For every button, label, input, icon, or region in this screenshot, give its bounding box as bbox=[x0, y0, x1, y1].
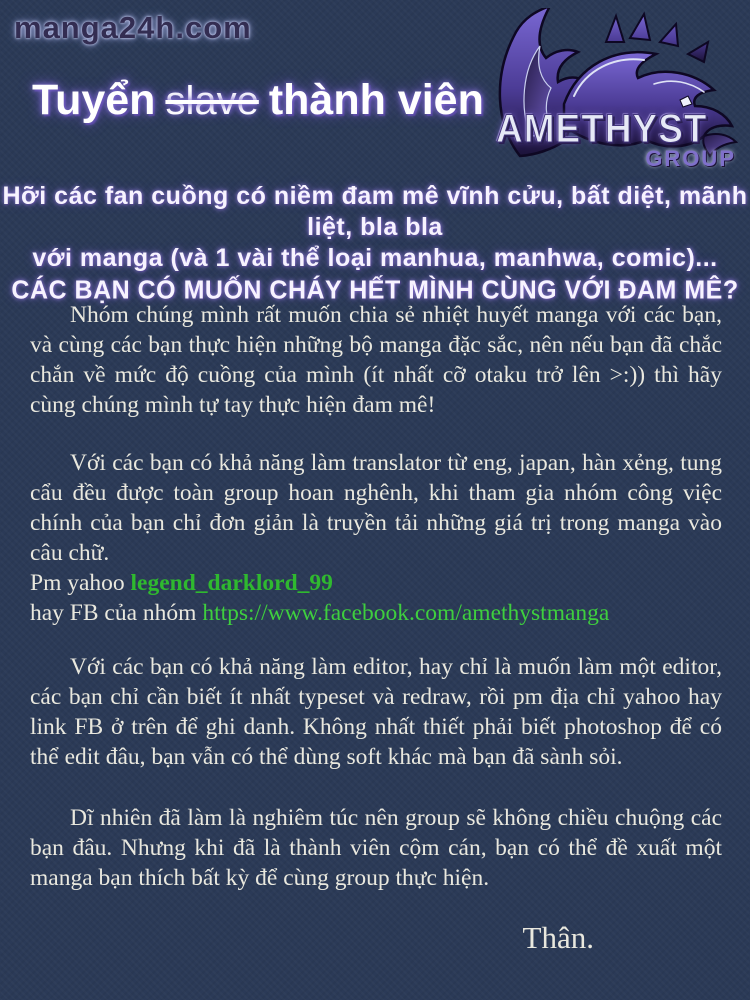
group-logo-subtitle: GROUP bbox=[645, 146, 736, 171]
site-logo: manga24h.com bbox=[14, 10, 252, 45]
contact-facebook-line bbox=[30, 598, 722, 628]
paragraph-about-group: Nhóm chúng mình rất muốn chia sẻ nhiệt huyết manga với các bạn, và cùng các bạn thực hiện những bộ manga đặc sắc, nên nếu bạn đã chắc chắn về mức độ cuồng của mình (ít nhất cỡ otaku trở lên >:)) thì hãy cùng chúng mình tự tay thực hiện đam mê! bbox=[30, 302, 722, 418]
intro-line-1: Hỡi các fan cuồng có niềm đam mê vĩnh cửu, bất diệt, mãnh liệt, bla bla bbox=[2, 182, 748, 241]
paragraph-membership: Dĩ nhiên đã làm là nghiêm túc nên group sẽ không chiều chuộng các bạn đâu. Nhưng khi đã là thành viên cộm cán, bạn có thể đề xuất một manga bạn thích bất kỳ để cùng group thực hiện. bbox=[30, 805, 722, 891]
facebook-link[interactable]: https://www.facebook.com/amethystmanga bbox=[202, 600, 610, 626]
title-struck-word: slave bbox=[165, 79, 259, 123]
intro-line-2: với manga (và 1 vài thể loại manhua, manhwa, comic)... bbox=[32, 244, 718, 272]
contact-yahoo-label: Pm yahoo bbox=[30, 570, 131, 596]
yahoo-id: legend_darklord_99 bbox=[130, 570, 333, 596]
title-suffix: thành viên bbox=[268, 76, 484, 124]
paragraph-editor: Với các bạn có khả năng làm editor, hay chỉ là muốn làm một editor, các bạn chỉ cần biết ít nhất typeset và redraw, rồi pm địa chỉ yahoo hay link FB ở trên để ghi danh. Không nhất thiết phải biết photoshop để có thể edit đâu, bạn vẫn có thể dùng soft khác mà bạn đã sành sỏi. bbox=[30, 654, 722, 770]
page-title bbox=[32, 76, 484, 125]
body-content bbox=[30, 300, 722, 953]
group-logo-text: AMETHYST bbox=[496, 106, 708, 151]
intro-line-3: CÁC BẠN CÓ MUỐN CHÁY HẾT MÌNH CÙNG VỚI ĐAM MÊ? bbox=[11, 275, 739, 305]
group-logo bbox=[468, 6, 746, 176]
paragraph-translator: Với các bạn có khả năng làm translator từ eng, japan, hàn xẻng, tung cẩu đều được toàn group hoan nghênh, khi tham gia nhóm công việc chính của bạn chỉ đơn giản là truyền tải những giá trị trong manga vào câu chữ. bbox=[30, 450, 722, 566]
signoff: Thân. bbox=[522, 920, 594, 955]
intro-block bbox=[0, 181, 750, 307]
contact-fb-label: hay FB của nhóm bbox=[30, 600, 203, 626]
title-prefix: Tuyển bbox=[32, 76, 156, 124]
contact-yahoo-line bbox=[30, 568, 722, 598]
